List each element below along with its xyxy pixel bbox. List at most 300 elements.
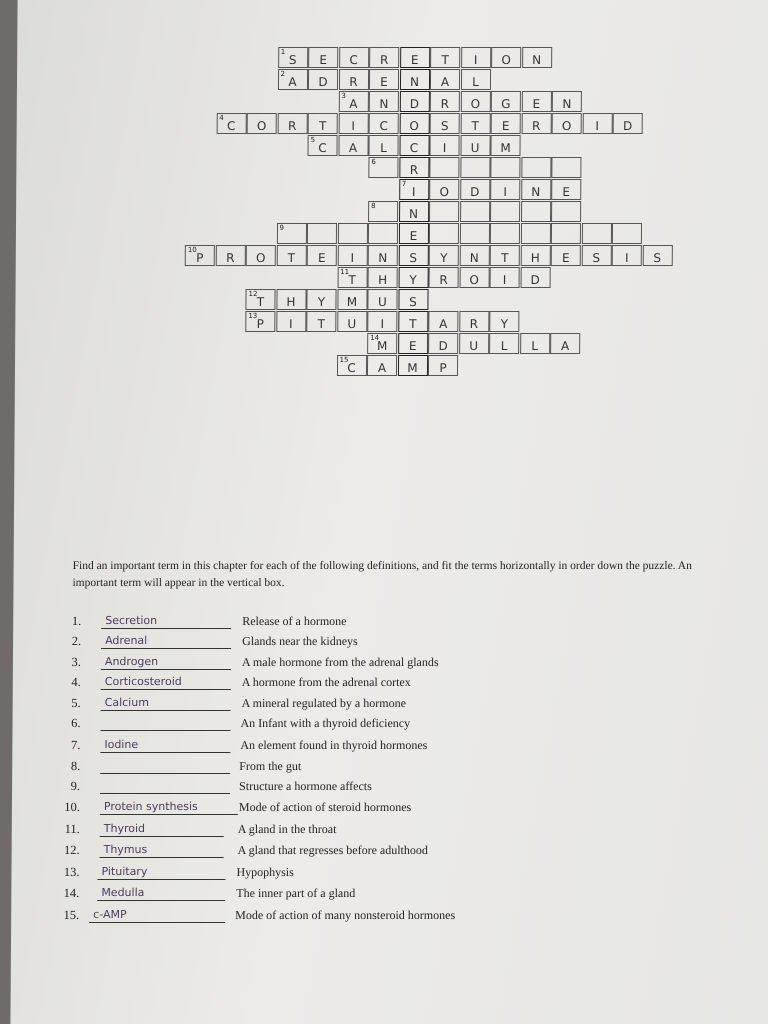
cell-letter: N	[409, 206, 419, 221]
definition-text: An element found in thyroid hormones	[240, 738, 428, 752]
crossword-cell[interactable]	[337, 245, 367, 266]
definition-row	[13, 696, 768, 716]
cell-letter: Y	[500, 316, 509, 331]
crossword-cell[interactable]	[399, 69, 429, 90]
crossword-cell[interactable]	[336, 355, 366, 376]
cell-letter: E	[501, 118, 510, 133]
crossword-cell[interactable]	[428, 355, 458, 376]
cell-letter: N	[532, 52, 542, 67]
crossword-cell[interactable]	[245, 311, 275, 332]
crossword-cell[interactable]	[489, 333, 519, 354]
cell-letter: R	[439, 272, 448, 287]
cell-letter: D	[318, 74, 328, 89]
crossword-cell[interactable]	[245, 289, 275, 310]
crossword-cell[interactable]	[429, 179, 459, 200]
crossword-cell[interactable]	[429, 201, 459, 222]
handwritten-answer: c-AMP	[93, 908, 127, 921]
crossword-cell[interactable]	[368, 267, 398, 288]
cell-letter: T	[348, 272, 356, 287]
crossword-cell[interactable]	[521, 91, 551, 112]
crossword-cell[interactable]	[185, 245, 215, 266]
clue-number: 4	[219, 114, 224, 122]
crossword-cell[interactable]	[216, 113, 246, 134]
cell-letter: E	[532, 96, 541, 111]
cell-letter: I	[503, 184, 508, 199]
cell-letter: R	[531, 118, 541, 133]
handwritten-answer: Adrenal	[105, 634, 148, 647]
cell-letter: R	[379, 52, 389, 67]
cell-letter: M	[407, 360, 418, 375]
definition-row	[13, 675, 768, 695]
cell-letter: T	[317, 316, 326, 331]
cell-letter: H	[378, 272, 388, 287]
clue-number: 11	[340, 268, 350, 276]
instructions: Find an important term in this chapter for each of the following definitions, and fit the terms horizontally in order down the puzzle. An important term will appear in the vertical box.	[72, 560, 692, 589]
definition-row	[12, 779, 768, 799]
cell-letter: S	[653, 250, 662, 265]
cell-letter: S	[592, 250, 601, 265]
answer-blank[interactable]	[101, 675, 231, 690]
crossword-cell[interactable]	[612, 245, 642, 266]
definition-row	[12, 800, 768, 820]
crossword-cell[interactable]	[307, 135, 337, 156]
cell-letter: D	[530, 272, 540, 287]
crossword-cell[interactable]	[368, 201, 398, 222]
cell-letter: E	[380, 74, 388, 89]
crossword-cell[interactable]	[306, 311, 336, 332]
crossword-cell[interactable]	[368, 157, 398, 178]
cell-letter: E	[410, 52, 419, 67]
crossword-cell[interactable]	[460, 91, 490, 112]
cell-letter: T	[471, 118, 479, 133]
crossword-cell[interactable]	[246, 245, 276, 266]
crossword-cell[interactable]	[369, 47, 399, 68]
crossword-cell[interactable]	[428, 333, 458, 354]
crossword-cell[interactable]	[490, 179, 520, 200]
crossword-cell[interactable]	[429, 245, 459, 266]
cell-letter: I	[288, 316, 293, 331]
cell-letter: C	[226, 118, 236, 133]
cell-letter: I	[502, 272, 507, 287]
cell-letter: I	[411, 184, 416, 199]
crossword-cell[interactable]	[338, 91, 368, 112]
answer-blank[interactable]	[100, 738, 230, 753]
definition-text: A gland in the throat	[237, 822, 337, 836]
definition-number: 12.	[63, 843, 80, 857]
cell-letter: A	[377, 360, 387, 375]
cell-letter: L	[531, 338, 539, 353]
definition-number: 7.	[70, 738, 81, 752]
crossword-cell[interactable]	[307, 245, 337, 266]
crossword-cell[interactable]	[430, 113, 460, 134]
cell-letter: I	[624, 250, 629, 265]
crossword-cell[interactable]	[581, 223, 611, 244]
cell-letter: D	[623, 118, 633, 133]
crossword-cell[interactable]	[247, 113, 277, 134]
crossword-cell[interactable]	[339, 47, 369, 68]
cell-letter: P	[439, 360, 447, 375]
cell-letter: H	[286, 294, 296, 309]
cell-letter: E	[562, 184, 571, 199]
cell-letter: M	[500, 140, 511, 155]
worksheet-page	[10, 0, 768, 1024]
crossword-cell[interactable]	[459, 267, 489, 288]
cell-letter: S	[288, 52, 297, 67]
handwritten-answer: Thymus	[103, 843, 148, 856]
answer-blank[interactable]	[100, 822, 224, 837]
crossword-cell[interactable]	[491, 91, 521, 112]
crossword-cell[interactable]	[398, 289, 428, 310]
crossword-cell[interactable]	[550, 333, 580, 354]
crossword-cell[interactable]	[307, 223, 337, 244]
definition-text: Release of a hormone	[242, 614, 347, 628]
crossword-cell[interactable]	[398, 245, 428, 266]
answer-blank[interactable]	[100, 759, 230, 774]
cell-letter: T	[441, 52, 449, 67]
crossword-cell[interactable]	[308, 47, 338, 68]
definition-number: 10.	[64, 800, 80, 814]
cell-letter: A	[561, 338, 570, 353]
definition-number: 5.	[71, 696, 81, 710]
cell-letter: C	[349, 52, 358, 67]
answer-blank[interactable]	[100, 800, 238, 815]
crossword-cell[interactable]	[338, 135, 368, 156]
cell-letter: E	[561, 250, 570, 265]
crossword-cell[interactable]	[521, 157, 551, 178]
crossword-cell[interactable]	[459, 245, 489, 266]
answer-blank[interactable]	[101, 655, 231, 670]
crossword-cell[interactable]	[276, 311, 306, 332]
crossword-cell[interactable]	[613, 113, 643, 134]
cell-letter: O	[439, 184, 450, 199]
crossword-cell[interactable]	[277, 113, 307, 134]
cell-letter: U	[378, 294, 387, 309]
cell-letter: D	[409, 96, 420, 111]
crossword-cell[interactable]	[399, 179, 429, 200]
cell-letter: A	[440, 74, 450, 89]
definition-row	[12, 822, 768, 842]
clue-number: 12	[248, 290, 258, 298]
cell-letter: A	[288, 74, 297, 89]
cell-letter: O	[256, 118, 267, 133]
crossword-cell[interactable]	[520, 223, 550, 244]
clue-number: 10	[187, 246, 197, 254]
crossword-cell[interactable]	[460, 157, 490, 178]
cell-letter: L	[500, 338, 508, 353]
cell-letter: U	[347, 316, 357, 331]
crossword-cell[interactable]	[367, 333, 397, 354]
crossword-cell[interactable]	[491, 47, 521, 68]
crossword-cell[interactable]	[338, 69, 368, 90]
cell-letter: G	[501, 96, 511, 111]
crossword-cell[interactable]	[429, 157, 459, 178]
cell-letter: C	[379, 118, 388, 133]
definition-number: 2.	[71, 634, 82, 648]
cell-letter: N	[378, 250, 388, 265]
handwritten-answer: Corticosteroid	[104, 675, 182, 688]
cell-letter: R	[440, 96, 450, 111]
clue-number: 3	[341, 92, 346, 100]
answer-blank[interactable]	[101, 696, 231, 711]
crossword-cell[interactable]	[337, 289, 367, 310]
crossword-cell[interactable]	[337, 223, 367, 244]
handwritten-answer: Thyroid	[103, 822, 146, 835]
definition-number: 14.	[63, 886, 80, 900]
crossword-cell[interactable]	[397, 355, 427, 376]
handwritten-answer: Calcium	[104, 696, 149, 709]
cell-letter: I	[380, 316, 385, 331]
cell-letter: S	[409, 294, 417, 309]
cell-letter: O	[501, 52, 511, 67]
crossword-cell[interactable]	[520, 245, 550, 266]
definition-number: 8.	[70, 759, 81, 773]
crossword-cell[interactable]	[308, 69, 338, 90]
cell-letter: M	[346, 294, 358, 309]
crossword-cell[interactable]	[429, 135, 459, 156]
definition-text: Hypophysis	[236, 865, 294, 879]
crossword-cell[interactable]	[399, 135, 429, 156]
crossword-cell[interactable]	[429, 267, 459, 288]
definition-number: 4.	[71, 675, 81, 689]
cell-letter: O	[469, 272, 479, 287]
cell-letter: E	[317, 250, 326, 265]
cell-letter: I	[473, 52, 478, 67]
crossword-cell[interactable]	[551, 223, 581, 244]
answer-blank[interactable]	[100, 843, 224, 858]
definition-text: Mode of action of many nonsteroid hormones	[235, 908, 456, 922]
crossword-cell[interactable]	[520, 267, 550, 288]
crossword-cell[interactable]	[551, 245, 581, 266]
crossword-cell[interactable]	[215, 245, 245, 266]
crossword-cell[interactable]	[460, 69, 490, 90]
handwritten-answer: Iodine	[104, 738, 139, 751]
cell-letter: L	[380, 140, 387, 155]
cell-letter: A	[439, 316, 448, 331]
crossword-cell[interactable]	[612, 223, 642, 244]
crossword-cell[interactable]	[276, 289, 306, 310]
cell-letter: N	[469, 250, 479, 265]
clue-number: 6	[371, 158, 376, 166]
crossword-cell[interactable]	[337, 267, 367, 288]
crossword-cell[interactable]	[368, 223, 398, 244]
definition-text: From the gut	[239, 759, 302, 773]
crossword-cell[interactable]	[367, 311, 397, 332]
crossword-cell[interactable]	[428, 311, 458, 332]
crossword-cell[interactable]	[489, 311, 519, 332]
cell-letter: D	[470, 184, 480, 199]
crossword-cell[interactable]	[522, 47, 552, 68]
answer-blank[interactable]	[89, 908, 225, 923]
definition-row	[11, 886, 768, 906]
cell-letter: E	[409, 228, 418, 243]
crossword-cell[interactable]	[552, 113, 582, 134]
crossword-cell[interactable]	[490, 245, 520, 266]
definition-number: 11.	[64, 822, 80, 836]
crossword-cell[interactable]	[368, 245, 398, 266]
crossword-cell[interactable]	[399, 113, 429, 134]
crossword-cell[interactable]	[429, 223, 459, 244]
cell-letter: A	[348, 140, 358, 155]
cell-letter: R	[469, 316, 479, 331]
crossword-cell[interactable]	[306, 289, 336, 310]
cell-letter: A	[349, 96, 358, 111]
clue-number: 5	[310, 136, 316, 144]
cell-letter: S	[440, 118, 449, 133]
answer-blank[interactable]	[101, 634, 231, 649]
definition-row	[12, 738, 768, 758]
crossword-cell[interactable]	[430, 69, 460, 90]
cell-letter: E	[319, 52, 328, 67]
clue-number: 9	[279, 224, 284, 232]
crossword-cell[interactable]	[430, 91, 460, 112]
crossword-cell[interactable]	[459, 223, 489, 244]
answer-blank[interactable]	[97, 886, 225, 901]
cell-letter: T	[501, 250, 509, 265]
crossword-cell[interactable]	[276, 223, 306, 244]
crossword-cell[interactable]	[398, 267, 428, 288]
cell-letter: O	[409, 118, 419, 133]
cell-letter: I	[595, 118, 600, 133]
cell-letter: R	[226, 250, 235, 265]
clue-number: 14	[370, 334, 380, 342]
cell-letter: Y	[317, 294, 326, 309]
cell-letter: O	[255, 250, 266, 265]
crossword-cell[interactable]	[490, 201, 520, 222]
cell-letter: O	[561, 118, 572, 133]
crossword-cell[interactable]	[398, 333, 428, 354]
cell-letter: U	[469, 338, 479, 353]
definition-text: Glands near the kidneys	[242, 634, 358, 648]
crossword-cell[interactable]	[338, 113, 368, 134]
cell-letter: N	[409, 74, 420, 89]
cell-letter: L	[472, 74, 479, 89]
definition-number: 9.	[70, 779, 81, 793]
definition-row	[13, 655, 768, 675]
crossword-cell[interactable]	[582, 113, 612, 134]
crossword-cell[interactable]	[490, 157, 520, 178]
crossword-cell[interactable]	[459, 333, 489, 354]
crossword-cell[interactable]	[521, 201, 551, 222]
crossword-cell[interactable]	[551, 157, 581, 178]
crossword-cell[interactable]	[399, 201, 429, 222]
crossword-cell[interactable]	[581, 245, 611, 266]
definition-number: 13.	[63, 865, 80, 879]
cell-letter: R	[287, 118, 297, 133]
crossword-cell[interactable]	[490, 267, 520, 288]
crossword-cell[interactable]	[399, 91, 429, 112]
handwritten-answer: Pituitary	[101, 865, 148, 878]
crossword-cell[interactable]	[520, 333, 550, 354]
cell-letter: C	[409, 140, 419, 155]
crossword-cell[interactable]	[277, 69, 307, 90]
crossword-cell[interactable]	[367, 355, 397, 376]
definition-number: 15.	[63, 908, 80, 922]
crossword-cell[interactable]	[399, 157, 429, 178]
crossword-cell[interactable]	[490, 223, 520, 244]
crossword-cell[interactable]	[459, 311, 489, 332]
clue-number: 13	[248, 312, 258, 320]
crossword-cell[interactable]	[551, 179, 581, 200]
crossword-cell[interactable]	[367, 289, 397, 310]
crossword-cell[interactable]	[460, 201, 490, 222]
crossword-cell[interactable]	[276, 245, 306, 266]
cell-letter: H	[530, 250, 540, 265]
definition-text: Mode of action of steroid hormones	[238, 800, 412, 814]
cell-letter: P	[196, 250, 204, 265]
definition-row	[11, 865, 768, 885]
cell-letter: I	[350, 250, 355, 265]
cell-letter: U	[470, 140, 480, 155]
crossword-cell[interactable]	[308, 113, 338, 134]
definition-text: A gland that regresses before adulthood	[237, 843, 428, 857]
cell-letter: N	[379, 96, 389, 111]
definition-text: A hormone from the adrenal cortex	[241, 675, 411, 689]
crossword-cell[interactable]	[369, 69, 399, 90]
crossword-cell[interactable]	[369, 113, 399, 134]
crossword-cell[interactable]	[400, 47, 430, 68]
cell-letter: S	[409, 250, 418, 265]
definition-text: Structure a hormone affects	[239, 779, 372, 793]
answer-blank[interactable]	[100, 716, 230, 731]
crossword-cell[interactable]	[398, 223, 428, 244]
crossword-cell[interactable]	[551, 201, 581, 222]
crossword-cell[interactable]	[430, 47, 460, 68]
cell-letter: Y	[440, 250, 448, 265]
crossword-cell[interactable]	[398, 311, 428, 332]
definition-text: A mineral regulated by a hormone	[241, 696, 406, 710]
answer-blank[interactable]	[100, 779, 230, 794]
crossword-cell[interactable]	[521, 113, 551, 134]
cell-letter: C	[347, 360, 356, 375]
crossword-cell[interactable]	[642, 245, 672, 266]
crossword-cell[interactable]	[552, 91, 582, 112]
definition-row	[12, 759, 768, 779]
crossword-cell[interactable]	[368, 135, 398, 156]
crossword-cell[interactable]	[460, 135, 490, 156]
crossword-cell[interactable]	[461, 47, 491, 68]
definition-number: 6.	[71, 716, 81, 730]
crossword-cell[interactable]	[460, 113, 490, 134]
cell-letter: E	[408, 338, 417, 353]
crossword-cell[interactable]	[460, 179, 490, 200]
definition-row	[13, 614, 768, 634]
cell-letter: T	[318, 118, 327, 133]
cell-letter: C	[318, 140, 327, 155]
answer-blank[interactable]	[97, 865, 225, 880]
handwritten-answer: Protein synthesis	[103, 800, 198, 813]
definition-row	[12, 716, 768, 736]
crossword-cell[interactable]	[490, 135, 520, 156]
crossword-cell[interactable]	[491, 113, 521, 134]
cell-letter: O	[470, 96, 481, 111]
crossword-cell[interactable]	[278, 47, 308, 68]
handwritten-answer: Androgen	[104, 655, 159, 668]
definition-number: 1.	[71, 614, 82, 628]
cell-letter: Y	[409, 272, 417, 287]
cell-letter: D	[438, 338, 448, 353]
crossword-cell[interactable]	[521, 179, 551, 200]
answer-blank[interactable]	[101, 614, 231, 629]
cell-letter: N	[562, 96, 572, 111]
crossword-cell[interactable]	[369, 91, 399, 112]
cell-letter: I	[351, 118, 356, 133]
clue-number: 8	[371, 202, 376, 210]
crossword-cell[interactable]	[337, 311, 367, 332]
definition-text: A male hormone from the adrenal glands	[241, 655, 439, 669]
clue-number: 2	[280, 70, 286, 78]
cell-letter: T	[409, 316, 417, 331]
clue-number: 15	[339, 356, 349, 364]
